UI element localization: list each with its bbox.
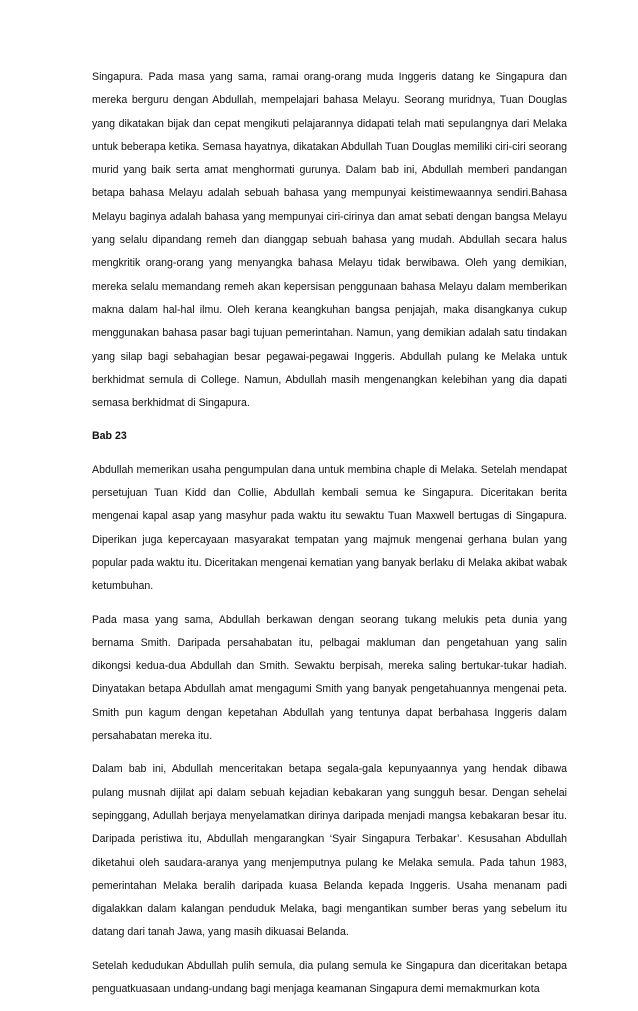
paragraph-smith: Pada masa yang sama, Abdullah berkawan dengan seorang tukang melukis peta dunia yang bernama Smith. Daripada persahabatan itu, pelbagai makluman dan pengetahuan yang salin dikongsi kedua-dua Abdullah dan Smith. Sewaktu berpisah, mereka saling bertukar-tukar hadiah. Dinyatakan betapa Abdullah amat mengagumi Smith yang banyak pengetahuannya mengenai peta. Smith pun kagum dengan kepetahan Abdullah yang tentunya dapat berbahasa Inggeris dalam persahabatan mereka itu. <box>92 613 567 743</box>
paragraph-kebakaran: Dalam bab ini, Abdullah menceritakan betapa segala-gala kepunyaannya yang hendak dibawa pulang musnah dijilat api dalam sebuah kejadian kebakaran yang sungguh besar. Dengan sehelai sepinggang, Adullah berjaya menyelamatkan dirinya daripada menjadi mangsa kebakaran besar itu. Daripada peristiwa itu, Abdullah mengarangkan ‘Syair Singapura Terbakar’. Kesusahan Abdullah diketahui oleh saudara-aranya yang menjemputnya pulang ke Melaka semula. Pada tahun 1983, pemerintahan Melaka beralih daripada kuasa Belanda kepada Inggeris. Usaha menanam padi digalakkan dalam kalangan penduduk Melaka, bagi mengantikan sumber beras yang sebelum itu datang dari tanah Jawa, yang masih dikuasai Belanda. <box>92 763 567 939</box>
paragraph-singapura: Singapura. Pada masa yang sama, ramai orang-orang muda Inggeris datang ke Singapura dan mereka berguru dengan Abdullah, mempelajari bahasa Melayu. Seorang muridnya, Tuan Douglas yang dikatakan bijak dan cepat mengikuti pelajarannya didapati telah mati sepulangnya dari Melaka untuk beberapa ketika. Semasa hayatnya, dikatakan Abdullah Tuan Douglas memiliki ciri-ciri seorang murid yang baik serta amat menghormati gurunya. Dalam bab ini, Abdullah memberi pandangan betapa bahasa Melayu adalah sebuah bahasa yang mempunyai keistimewaannya sendiri.Bahasa Melayu baginya adalah bahasa yang mempunyai ciri-cirinya dan amat sebati dengan bangsa Melayu yang selalu dipandang remeh dan dianggap sebuah bahasa yang mudah. Abdullah secara halus mengkritik orang-orang yang menyangka bahasa Melayu tidak berwibawa. Oleh yang demikian, mereka selalu memandang remeh akan kepersisan penggunaan bahasa Melayu dalam memberikan makna dalam hal-hal ilmu. Oleh kerana keangkuhan bangsa penjajah, maka disangkanya cukup menggunakan bahasa pasar bagi tujuan pemerintahan. Namun, yang demikian adalah satu tindakan yang silap bagi sebahagian besar pegawai-pegawai Inggeris. Abdullah pulang ke Melaka untuk berkhidmat semula di College. Namun, Abdullah masih mengenangkan kelebihan yang dia dapati semasa berkhidmat di Singapura. <box>92 71 567 410</box>
paragraph-kedudukan: Setelah kedudukan Abdullah pulih semula, dia pulang semula ke Singapura dan diceritakan betapa penguatkuasaan undang-undang bagi menjaga keamanan Singapura demi memakmurkan kota <box>92 959 567 995</box>
section-heading-bab-23: Bab 23 <box>92 430 127 443</box>
paragraph-chaple: Abdullah memerikan usaha pengumpulan dana untuk membina chaple di Melaka. Setelah mendapat persetujuan Tuan Kidd dan Collie, Abdullah kembali semua ke Singapura. Diceritakan berita mengenai kapal asap yang masyhur pada waktu itu sewaktu Tuan Maxwell bertugas di Singapura. Diperikan juga kepercayaan masyarakat tempatan yang majmuk mengenai gerhana bulan yang popular pada waktu itu. Diceritakan mengenai kematian yang banyak berlaku di Melaka akibat wabak ketumbuhan. <box>92 463 567 593</box>
document-page <box>92 66 567 1011</box>
